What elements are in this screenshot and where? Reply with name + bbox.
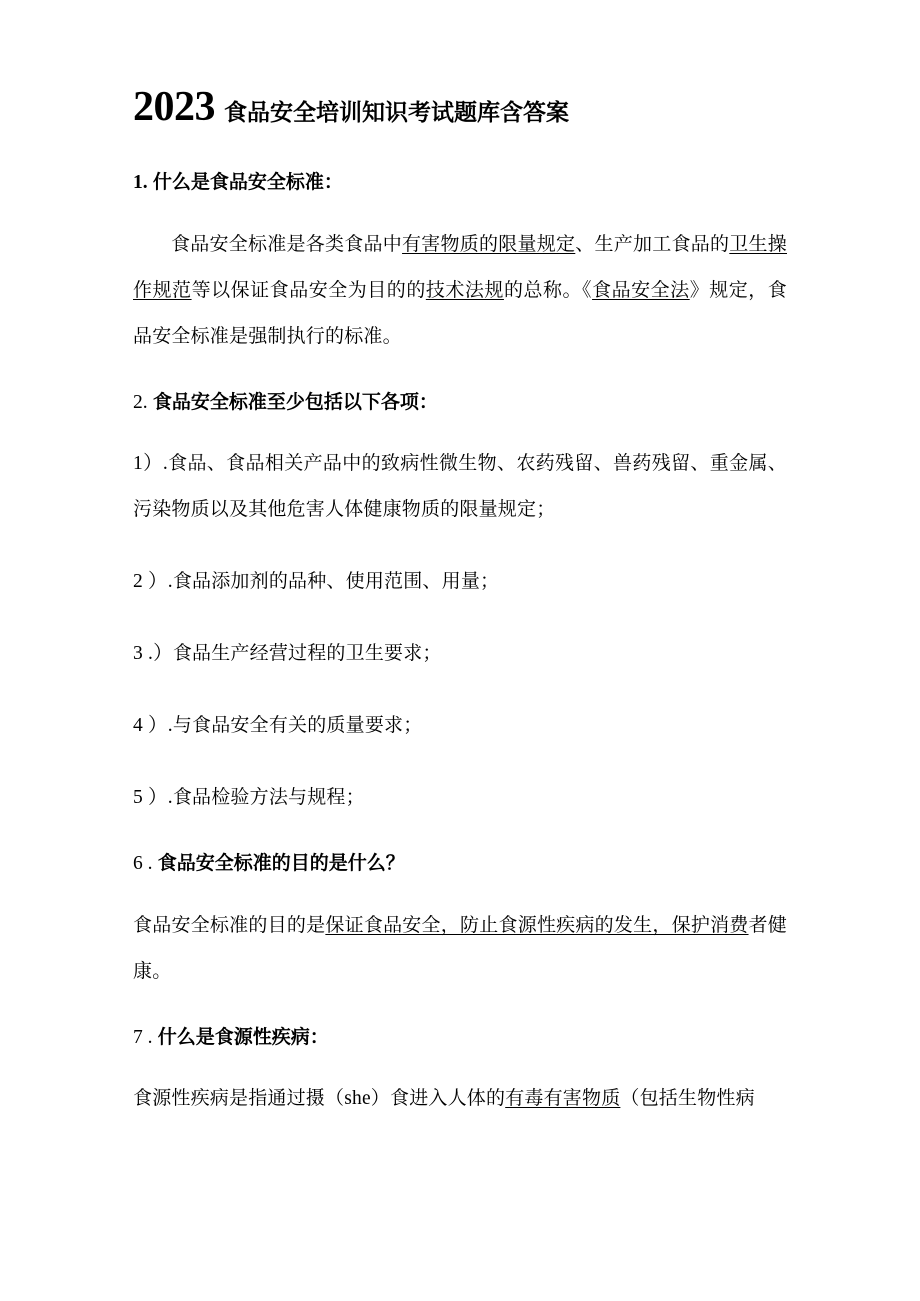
page-title	[133, 0, 787, 128]
paragraph-spacer	[133, 198, 787, 222]
text-run: 与食品安全有关的质量要求；	[172, 715, 423, 736]
body-paragraph	[133, 222, 787, 360]
question-heading	[133, 388, 787, 418]
text-run: 食品安全标准是各类食品中	[171, 233, 403, 255]
text-run: 》规定，食品安全标准是强制执行的标准。	[133, 279, 787, 347]
text-run: 食品检验方法与规程；	[172, 787, 365, 808]
list-marker: 5 ）.	[133, 787, 173, 808]
list-marker: 2 ）.	[133, 571, 173, 592]
paragraph-spacer	[133, 749, 787, 775]
heading-text: 食品安全标准的目的是什么？	[157, 853, 405, 874]
question-heading	[133, 849, 787, 879]
body-paragraph	[133, 441, 787, 533]
text-run: 、生产加工食品的	[575, 233, 730, 255]
text-run: 等以保证食品安全为目的的	[191, 279, 426, 301]
section-spacer	[133, 821, 787, 849]
text-run: 食源性疾病是指通过摄（	[133, 1088, 345, 1109]
body-paragraph	[133, 775, 787, 821]
paragraph-spacer	[133, 1052, 787, 1076]
text-run: 者健康。	[133, 914, 787, 982]
paragraph-spacer	[133, 879, 787, 903]
text-run: 食品生产经营过程的卫生要求；	[172, 643, 442, 664]
heading-text: 食品安全标准至少包括以下各项：	[152, 391, 438, 413]
body-paragraph	[133, 559, 787, 605]
heading-text: 什么是食源性疾病：	[157, 1026, 329, 1048]
heading-number: 7 .	[133, 1026, 153, 1048]
list-marker: she	[344, 1088, 371, 1109]
section-spacer	[133, 128, 787, 168]
heading-number: 2.	[133, 391, 148, 413]
paragraph-spacer	[133, 605, 787, 631]
question-heading	[133, 168, 787, 198]
text-run: 食品安全标准的目的是	[133, 914, 326, 936]
body-paragraph	[133, 903, 787, 995]
question-heading	[133, 1023, 787, 1053]
underlined-text-run: 有毒有害物质	[505, 1088, 621, 1109]
paragraph-spacer	[133, 417, 787, 441]
underlined-text-run: 技术法规	[425, 279, 504, 301]
title-subject: 食品安全培训知识考试题库含答案	[224, 99, 569, 125]
document-body	[133, 128, 787, 1122]
heading-number: 1.	[133, 172, 148, 193]
list-marker: 4 ）.	[133, 715, 173, 736]
list-marker: 3 .）	[133, 643, 173, 664]
body-paragraph	[133, 703, 787, 749]
list-marker: 1）.	[133, 453, 169, 474]
underlined-text-run: 卫生操作规范	[133, 233, 787, 301]
text-run: 的总称。《	[503, 279, 593, 301]
text-run: 食品添加剂的品种、使用范围、用量；	[172, 571, 500, 592]
heading-number: 6 .	[133, 853, 153, 874]
body-paragraph	[133, 1076, 787, 1122]
underlined-text-run: 食品安全法	[592, 279, 690, 301]
text-run: 食品、食品相关产品中的致病性微生物、农药残留、兽药残留、重金属、污染物质以及其他危害人体健康物质的限量规定；	[133, 453, 787, 520]
body-paragraph	[133, 631, 787, 677]
section-spacer	[133, 360, 787, 388]
text-run: （包括生物性病	[620, 1088, 755, 1109]
underlined-text-run: 保证食品安全，防止食源性疾病的发生，保护消费	[325, 914, 749, 936]
paragraph-spacer	[133, 533, 787, 559]
section-spacer	[133, 995, 787, 1023]
title-year: 2023	[133, 84, 215, 130]
underlined-text-run: 有害物质的限量规定	[402, 233, 576, 255]
text-run: ）食进入人体的	[370, 1088, 506, 1109]
paragraph-spacer	[133, 677, 787, 703]
heading-text: 什么是食品安全标准：	[152, 172, 343, 193]
